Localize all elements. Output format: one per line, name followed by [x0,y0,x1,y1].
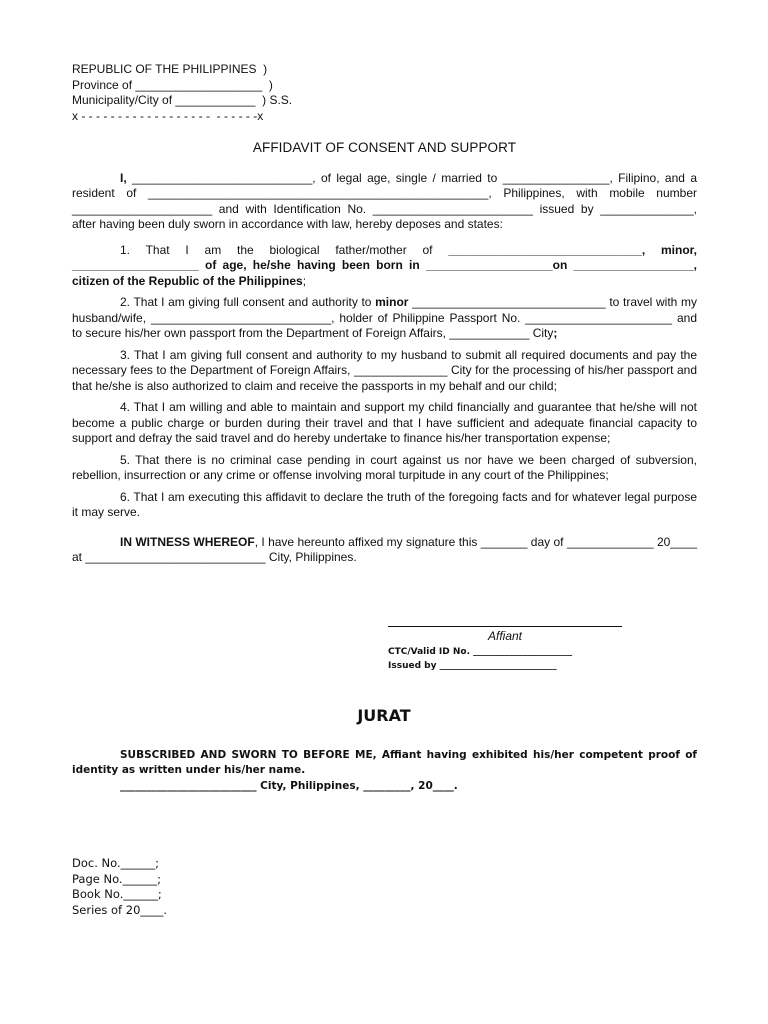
paragraph-2-rest: _____________________________ to travel with my husband/wife, ___________________________, holder of Philippine Passport No. ______________________ and to secure his/her own passport from the Department of Foreign Affairs, ____________ City [72,295,697,340]
notary-register [72,856,167,918]
paragraph-2-minor: minor [375,295,409,309]
paragraph-1-text: 1. That I am the biological father/mother of [120,242,449,257]
paragraph-1 [72,243,697,290]
witness-bold: IN WITNESS WHEREOF [120,534,255,549]
jurat-city-date: __________________________ City, Philippines, _________, 20____. [120,780,458,792]
ctc-id-line: CTC/Valid ID No. ______________________ [388,646,573,657]
paragraph-1-bold: _____________________________, minor, ___________________ of age, he/she having been born in ___________________on __________________, citizen of the Republic of the Philippines [72,242,697,288]
document-title: AFFIDAVIT OF CONSENT AND SUPPORT [252,140,517,155]
doc-no: Doc. No.______; [72,856,159,870]
series-of: Series of 20____. [72,902,168,917]
intro-i: I, [120,170,127,185]
paragraph-5: 5. That there is no criminal case pending in court against us nor have we been charged of subversion, rebellion, insurrection or any crime or offense involving moral turpitude in any court of the Philippines; [72,452,697,482]
intro-paragraph [72,171,697,233]
header-province: Province of ___________________ ) [72,77,273,92]
paragraph-2-end: ; [553,326,558,340]
paragraph-2 [72,295,697,342]
intro-text: ___________________________, of legal age, single / married to ________________, Filipino, and a resident of ___________________________________________________, Philippines, with mobile number _____________________ and with Identification No. ________________________ issued by ______________, after having been duly sworn in accordance with law, hereby deposes and states: [72,170,697,231]
jurat-statement: SUBSCRIBED AND SWORN TO BEFORE ME, Affiant having exhibited his/her competent proof of identity as written under his/her name. [72,749,697,776]
affidavit-page [72,62,697,566]
witness-paragraph [72,535,697,566]
issued-by-line: Issued by __________________________ [388,660,557,671]
paragraph-6: 6. That I am executing this affidavit to declare the truth of the foregoing facts and for whatever legal purpose it may serve. [72,489,697,519]
signature-block [388,612,628,673]
jurat-body [72,748,697,794]
witness-text: , I have hereunto affixed my signature this _______ day of _____________ 20____ at ___________________________ City, Philippines. [72,534,697,564]
paragraph-2-text: 2. That I am giving full consent and authority to [120,295,376,309]
paragraph-1-end: ; [302,273,307,288]
header-municipality: Municipality/City of ____________ ) S.S. [72,93,293,107]
affiant-label: Affiant [487,629,523,643]
signature-line [388,612,622,627]
book-no: Book No.______; [72,887,162,901]
header-republic: REPUBLIC OF THE PHILIPPINES ) [72,62,268,76]
paragraph-4: 4. That I am willing and able to maintain and support my child financially and guarantee that he/she will not become a public charge or burden during their travel and that I have sufficient and adequate financial capacity to support and defray the said travel and do hereby undertake to finance his/her transportation expense; [72,400,697,445]
jurat-title: JURAT [357,706,411,725]
paragraph-3: 3. That I am giving full consent and authority to my husband to submit all required documents and pay the necessary fees to the Department of Foreign Affairs, ______________ City for the processing of his/her passport and that he/she is also authorized to claim and receive the passports in my behalf and our child; [72,347,697,393]
page-no: Page No.______; [72,871,161,886]
header-separator: x - - - - - - - - - - - - - - - - - - - - - - - -x [72,108,264,123]
